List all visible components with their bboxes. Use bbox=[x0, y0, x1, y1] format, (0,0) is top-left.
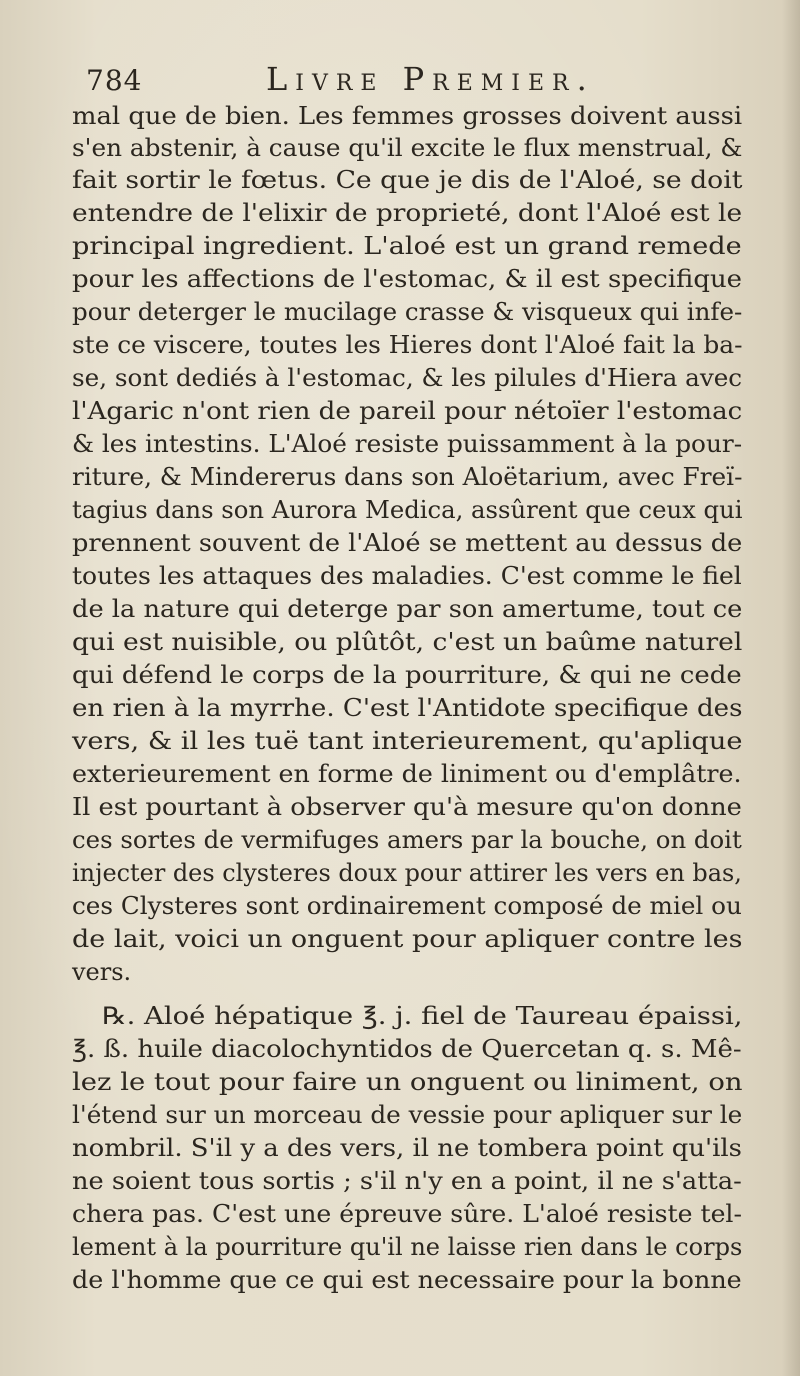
text-line: tagius dans son Aurora Medica, assûrent que ceux qui bbox=[72, 496, 743, 524]
page-header bbox=[86, 58, 746, 98]
text-line: ste ce viscere, toutes les Hieres dont l'Aloé fait la ba- bbox=[72, 331, 743, 359]
text-line: riture, & Mindererus dans son Aloëtarium, avec Freï- bbox=[72, 463, 743, 491]
text-line: s'en abstenir, à cause qu'il excite le flux menstrual, & bbox=[72, 134, 743, 162]
text-line: de lait, voici un onguent pour apliquer contre les bbox=[72, 925, 743, 953]
text-line: exterieurement en forme de liniment ou d'emplâtre. bbox=[72, 760, 742, 788]
text-line: pour deterger le mucilage crasse & visqueux qui infe- bbox=[72, 298, 743, 326]
text-line: lez le tout pour faire un onguent ou liniment, on bbox=[72, 1068, 743, 1096]
text-line: toutes les attaques des maladies. C'est comme le fiel bbox=[72, 562, 742, 590]
text-line: qui défend le corps de la pourriture, & qui ne cede bbox=[72, 661, 742, 689]
text-line: ne soient tous sortis ; s'il n'y en a point, il ne s'atta- bbox=[72, 1167, 742, 1195]
text-line: ces Clysteres sont ordinairement composé de miel ou bbox=[72, 892, 742, 920]
text-line: ℞. Aloé hépatique ℥. j. fiel de Taureau épaissi, bbox=[102, 1002, 743, 1030]
page-edge-shadow bbox=[782, 0, 800, 1376]
text-line: l'étend sur un morceau de vessie pour apliquer sur le bbox=[72, 1101, 743, 1129]
text-line: de l'homme que ce qui est necessaire pour la bonne bbox=[72, 1266, 742, 1294]
text-line: prennent souvent de l'Aloé se mettent au dessus de bbox=[72, 529, 743, 557]
text-line: ces sortes de vermifuges amers par la bouche, on doit bbox=[72, 826, 742, 854]
text-line: fait sortir le fœtus. Ce que je dis de l'Aloé, se doit bbox=[72, 166, 743, 194]
text-line: se, sont dediés à l'estomac, & les pilules d'Hiera avec bbox=[72, 364, 743, 392]
text-line: nombril. S'il y a des vers, il ne tombera point qu'ils bbox=[72, 1134, 742, 1162]
text-line: mal que de bien. Les femmes grosses doivent aussi bbox=[72, 102, 743, 130]
text-line: principal ingredient. L'aloé est un grand remede bbox=[72, 232, 742, 260]
running-title: Livre Premier. bbox=[266, 60, 595, 98]
page-number: 784 bbox=[86, 64, 143, 97]
text-line: l'Agaric n'ont rien de pareil pour nétoïer l'estomac bbox=[72, 397, 743, 425]
text-line: vers. bbox=[72, 958, 132, 986]
text-line: en rien à la myrrhe. C'est l'Antidote specifique des bbox=[72, 694, 743, 722]
text-line: injecter des clysteres doux pour attirer les vers en bas, bbox=[72, 859, 742, 887]
text-line: & les intestins. L'Aloé resiste puissamment à la pour- bbox=[72, 430, 743, 458]
text-line: pour les affections de l'estomac, & il est specifique bbox=[72, 265, 742, 293]
text-line: lement à la pourriture qu'il ne laisse rien dans le corps bbox=[72, 1233, 743, 1261]
text-line: entendre de l'elixir de proprieté, dont l'Aloé est le bbox=[72, 199, 743, 227]
text-line: chera pas. C'est une épreuve sûre. L'aloé resiste tel- bbox=[72, 1200, 742, 1228]
text-line: vers, & il les tuë tant interieurement, qu'aplique bbox=[72, 727, 743, 755]
text-line: Il est pourtant à observer qu'à mesure qu'on donne bbox=[72, 793, 742, 821]
text-line: qui est nuisible, ou plûtôt, c'est un baûme naturel bbox=[72, 628, 743, 656]
body-text bbox=[72, 100, 742, 1320]
text-line: de la nature qui deterge par son amertume, tout ce bbox=[72, 595, 743, 623]
text-line: ℥. ß. huile diacolochyntidos de Quercetan q. s. Mê- bbox=[72, 1035, 742, 1063]
